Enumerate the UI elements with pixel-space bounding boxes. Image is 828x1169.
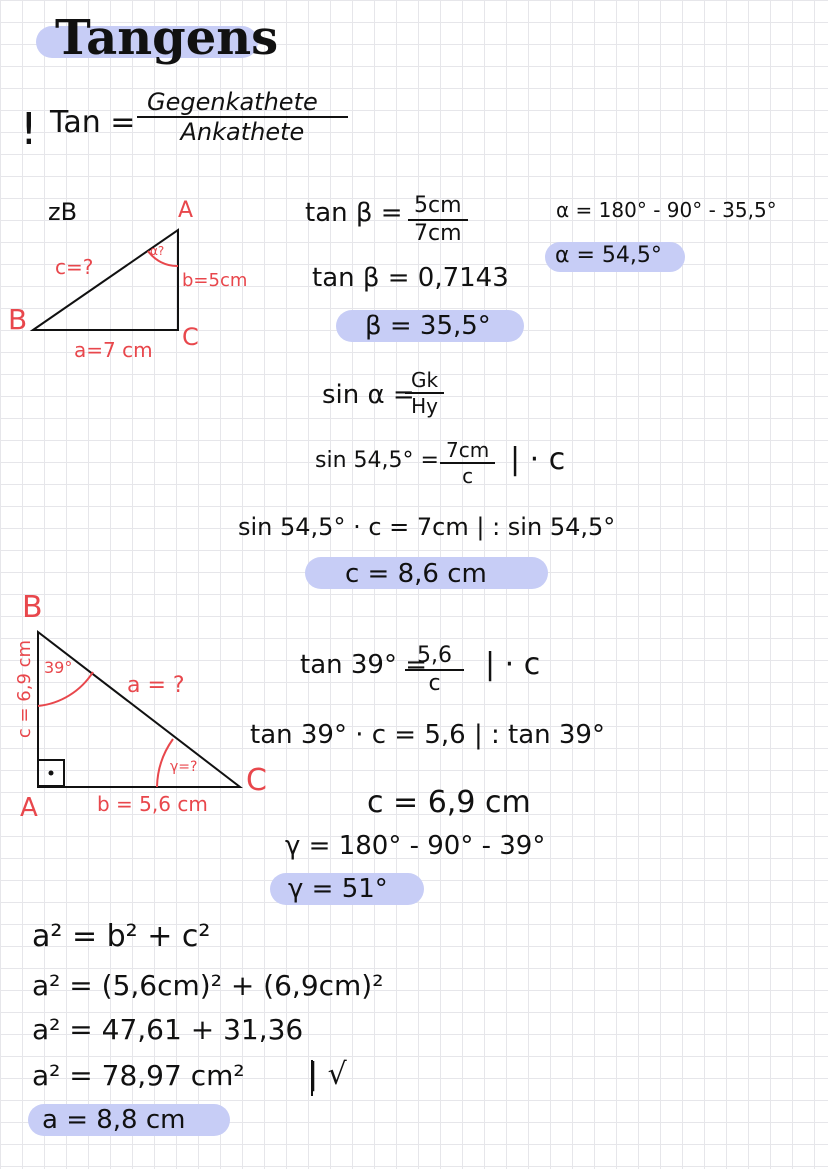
side-c2-label: c = 6,9 cm	[14, 639, 35, 739]
definition-denominator: Ankathete	[180, 118, 305, 146]
side-a-label: a=7 cm	[74, 338, 153, 362]
c-result-2: c = 6,9 cm	[367, 785, 531, 820]
tan-beta-value: tan β = 0,7143	[312, 263, 509, 293]
pyth-line-2: a² = (5,6cm)² + (6,9cm)²	[32, 969, 384, 1002]
alpha-result: α = 54,5°	[555, 243, 662, 268]
sin-alpha-num: Gk	[405, 370, 444, 394]
tan39-lhs: tan 39° =	[300, 650, 428, 680]
tan-beta-fraction	[408, 195, 468, 245]
sin3-line: sin 54,5° · c = 7cm | : sin 54,5°	[238, 513, 616, 541]
example-label: zB	[48, 198, 78, 226]
side-b-label: b=5cm	[182, 270, 248, 291]
angle-gamma-label: γ=?	[170, 759, 198, 775]
c-result-1: c = 8,6 cm	[345, 559, 487, 589]
pyth-line-1: a² = b² + c²	[32, 919, 211, 954]
pyth-result: a = 8,8 cm	[42, 1105, 186, 1135]
sin-alpha-fraction	[405, 370, 444, 416]
vertex-b2-label: B	[22, 590, 43, 625]
sin2-lhs: sin 54,5° =	[315, 448, 439, 473]
right-angle-dot	[49, 771, 54, 776]
beta-result: β = 35,5°	[365, 311, 491, 341]
vertex-c-label: C	[182, 323, 199, 351]
pyth-line-4: a² = 78,97 cm²	[32, 1059, 245, 1092]
sin-alpha-lhs: sin α =	[322, 380, 415, 410]
tan-beta-num: 5cm	[408, 195, 468, 221]
vertex-a2-label: A	[20, 793, 38, 823]
definition-numerator: Gegenkathete	[137, 90, 348, 118]
sin2-den: c	[462, 464, 474, 488]
tan39-fraction	[405, 645, 464, 695]
triangle-2	[38, 632, 240, 787]
definition-lhs: Tan =	[50, 105, 136, 140]
side-a2-label: a = ?	[127, 673, 185, 698]
sin-alpha-den: Hy	[411, 394, 438, 418]
angle-b-label: 39°	[44, 658, 73, 677]
gamma-calc: γ = 180° - 90° - 39°	[285, 831, 546, 861]
vertex-b-label: B	[8, 303, 28, 336]
pyth-line-3: a² = 47,61 + 31,36	[32, 1013, 304, 1046]
tan39-num: 5,6	[405, 645, 464, 671]
side-b2-label: b = 5,6 cm	[97, 792, 208, 816]
alpha-calc: α = 180° - 90° - 35,5°	[556, 198, 777, 222]
pyth-root-op: | √	[308, 1057, 347, 1092]
sin2-fraction	[440, 440, 495, 486]
tan-beta-den: 7cm	[414, 221, 462, 246]
tan39-line2: tan 39° · c = 5,6 | : tan 39°	[250, 720, 605, 750]
vertex-a-label: A	[178, 198, 194, 223]
angle-b-arc	[38, 672, 93, 706]
sin2-num: 7cm	[440, 440, 495, 464]
side-c-label: c=?	[55, 255, 94, 279]
page-title: Tangens	[55, 10, 279, 66]
angle-alpha-label: α?	[150, 244, 165, 258]
sin2-op: | · c	[510, 442, 566, 477]
tan39-den: c	[428, 671, 441, 696]
gamma-result: γ = 51°	[288, 874, 388, 904]
exclaim-mark: !	[20, 104, 38, 155]
tan-beta-lhs: tan β =	[305, 198, 403, 228]
vertex-c2-label: C	[246, 763, 267, 798]
tan39-op: | · c	[485, 647, 541, 682]
